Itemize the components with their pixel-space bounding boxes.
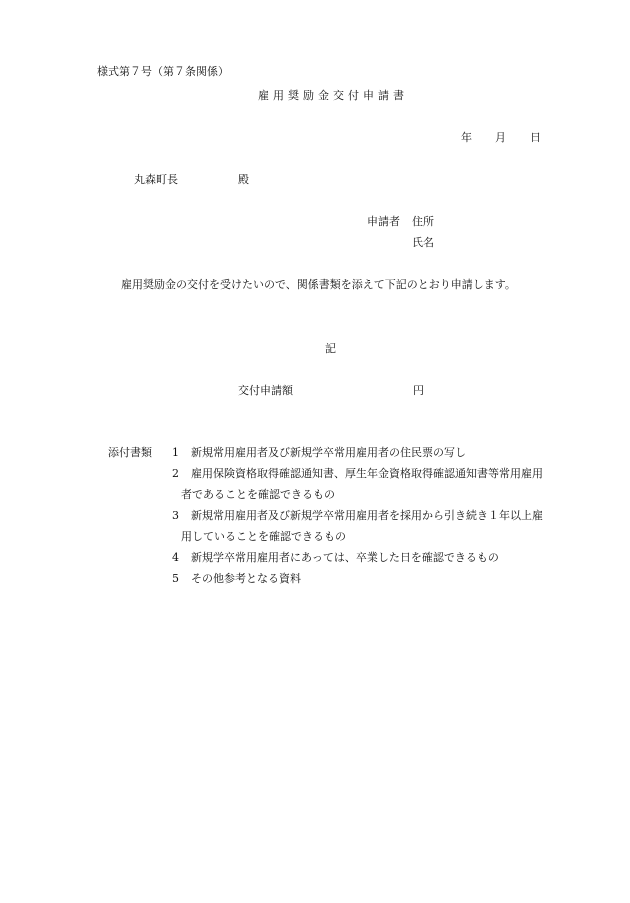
attachment-text-continued: 者であることを確認できるもの xyxy=(181,488,335,501)
applicant-label: 申請者 xyxy=(367,215,400,228)
attachment-number: 2 xyxy=(172,467,179,480)
date-year-label: 年 xyxy=(461,131,472,144)
attachment-text: 新規常用雇用者及び新規学卒常用雇用者を採用から引き続き１年以上雇 xyxy=(191,509,543,522)
attachment-text-continued: 用していることを確認できるもの xyxy=(181,530,346,543)
attachment-number: 5 xyxy=(172,572,179,585)
addressee-honorific: 殿 xyxy=(238,173,249,186)
amount-unit: 円 xyxy=(413,384,424,397)
applicant-name-label: 氏名 xyxy=(412,236,434,249)
date-month-label: 月 xyxy=(495,131,506,144)
addressee-name: 丸森町長 xyxy=(134,173,178,186)
attachments-label: 添付書類 xyxy=(108,446,152,459)
attachment-text: 新規学卒常用雇用者にあっては、卒業した日を確認できるもの xyxy=(191,551,499,564)
form-number: 様式第７号（第７条関係） xyxy=(97,65,229,78)
amount-label: 交付申請額 xyxy=(238,384,293,397)
attachment-text: 雇用保険資格取得確認通知書、厚生年金資格取得確認通知書等常用雇用 xyxy=(191,467,543,480)
attachment-number: 3 xyxy=(172,509,179,522)
ki-heading: 記 xyxy=(325,342,336,355)
attachment-number: 4 xyxy=(172,551,179,564)
applicant-address-label: 住所 xyxy=(412,215,434,228)
attachment-number: 1 xyxy=(172,446,179,459)
attachment-text: 新規常用雇用者及び新規学卒常用雇用者の住民票の写し xyxy=(191,446,466,459)
date-day-label: 日 xyxy=(530,131,541,144)
attachment-text: その他参考となる資料 xyxy=(191,572,301,585)
document-title: 雇用奨励金交付申請書 xyxy=(258,89,408,102)
application-statement: 雇用奨励金の交付を受けたいので、関係書類を添えて下記のとおり申請します。 xyxy=(121,278,516,291)
